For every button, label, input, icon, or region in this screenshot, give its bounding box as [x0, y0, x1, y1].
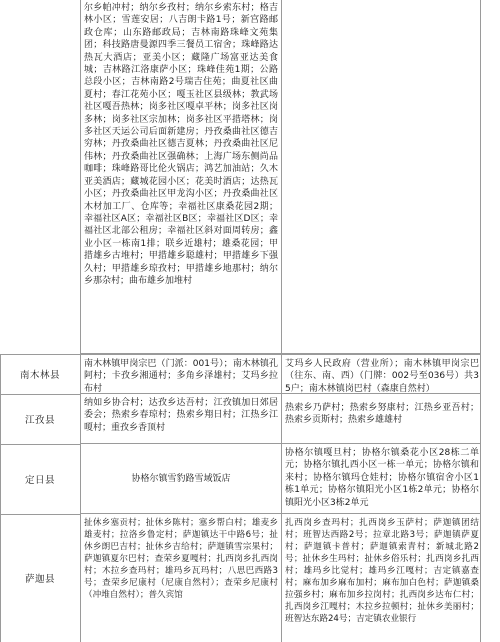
- table-row-continued: [80, 0, 481, 354]
- dingri-right-cell: 协格尔镇嘎旦村；协格尔镇桑花小区28栋二单元；协格尔镇扎西小区一栋一单元；协格尔镇和来村；协格尔镇玛仓娃村；协格尔镇宿舍小区1栋1单元；协格尔镇阳光小区1栋2单元；协格尔镇阳光小区3栋2单元: [285, 448, 479, 508]
- county-name: 江孜县: [24, 415, 55, 426]
- sajia-right-cell: 扎西岗乡查玛村；扎西岗乡玉萨村；萨迦镇团结村；班智达西路2号；拉章北路3号；萨迦镇萨夏村；萨迦镇卡普村；萨迦镇索青村；新城北路2号；扯休乡生玛村；扯休乡俗乐村；扎西岗乡扎西村；雄玛乡比觉村；雄玛乡江嘎村；吉定镇嘉查村；麻布加乡麻布加村；麻布加白色村；萨迦镇桑拉强乡村；麻布加乡拉岗村；扎西岗乡达布仁村；扎西岗乡江嘎村；木拉乡拉顿村；扯休乡美丽村；班智达东路24号；吉定镇农业银行: [285, 518, 479, 624]
- continued-right-cell: [282, 0, 482, 353]
- continued-left-cell: 尔乡帕冲村；纳尔乡孜村；纳尔乡索东村；格吉林小区；雪莲安居；八吉朗卡路1号；新宫路邮政仓库；山东路邮政局；吉林南路珠峰文苑集团；科技路唐曼源四季三餐员工宿舍；珠峰路达热瓦大酒店；亚美小区；藏隆广场富亚达美食城；吉林路江洛康萨小区；珠峰佳苑1期；公路总段小区；吉林南路2号瑞吉住苑；曲夏社区曲夏村；春江花苑小区；嘎玉社区县级林；教武场社区嘎吾热林；岗多社区嘎卓平林；岗多社区岗多林；岗多社区宗加林；岗多社区平措塔林；岗多社区天运公司后面新建房；丹孜桑曲社区德吉穷林；丹孜桑曲社区德吉夏林；丹孜桑曲社区尼伟林；丹孜桑曲社区强确林；上海广场东侧尚品咖啡；珠峰路哥比伦火锅店；鸿艺加油站；久木亚美酒店；藏城花园小区；花美时酒店；达热瓦小区；丹孜桑曲社区甲龙沟小区；丹孜桑曲社区木材加工厂、仓库等；幸福社区康桑花园2期；幸福社区A区；幸福社区B区；幸福社区D区；幸福社区北部公租房；幸福社区斜对面周转房；鑫业小区一栋南1排；联乡近雄村；雄桑花园；甲措雄乡古堆村；甲措雄乡聪雄村；甲措雄乡下强久村；甲措雄乡琼孜村；甲措雄乡地那村；纳尔乡那杂村；曲布雄乡加堆村: [84, 3, 278, 286]
- row-separator: [0, 444, 81, 445]
- county-column-border: [0, 354, 81, 642]
- table-row-sajia: [80, 514, 481, 642]
- nanmulin-left-cell: 南木林镇甲岗宗巴（门派：001号）；南木林镇孔阿村；卡孜乡湘通村；多角乡泽雄村；艾玛乡拉布村: [84, 359, 278, 394]
- table-row-dingri: [80, 444, 481, 514]
- county-name: 萨迦县: [24, 574, 55, 585]
- jiangzi-right-cell: 热索乡乃萨村；热索乡努康村；江热乡亚吾村；热索乡贡斯村；热索乡雄雄村: [285, 403, 479, 426]
- county-name: 南木林县: [19, 370, 60, 381]
- jiangzi-left-cell: 纳如乡协合村；达孜乡达吾村；江孜镇加日郊居委会；热索乡春琼村；热索乡翔日村；江热乡江嗄村；重孜乡香顶村: [84, 398, 278, 433]
- table-row-nanmulin: [80, 354, 481, 394]
- county-name: 定日县: [24, 475, 55, 486]
- row-separator: [0, 514, 81, 515]
- nanmulin-right-cell: 艾玛乡人民政府（营业所）；南木林镇甲岗宗巴（往东、南、西）（门牌：002号至036号）共35户；南木林镇岗巴村（森康自然村）: [285, 359, 479, 394]
- sajia-left-cell: 扯休乡塞贡村；扯休乡陈村；塞乡帮白村；雄麦乡雄麦村；拉洛乡鲁定村；萨迦镇达干中路6号；扯休乡朗巴吉村；扯休乡吉给村；萨迦镇雪宗果村；萨迦镇夏尔巴村；查荣乡夏嘎村；扎西岗乡扎西岗村；木拉乡查玛村；雄玛乡瓦玛村；八思巴西路3号；查荣乡尼康村（尼康自然村）；查荣乡尼康村（冲堆自然村）；普久宾馆: [84, 518, 278, 600]
- row-separator: [0, 394, 81, 395]
- dingri-left-cell: 协格尔镇雪豹路雪域饭店: [131, 474, 231, 485]
- table-row-jiangzi: [80, 394, 481, 444]
